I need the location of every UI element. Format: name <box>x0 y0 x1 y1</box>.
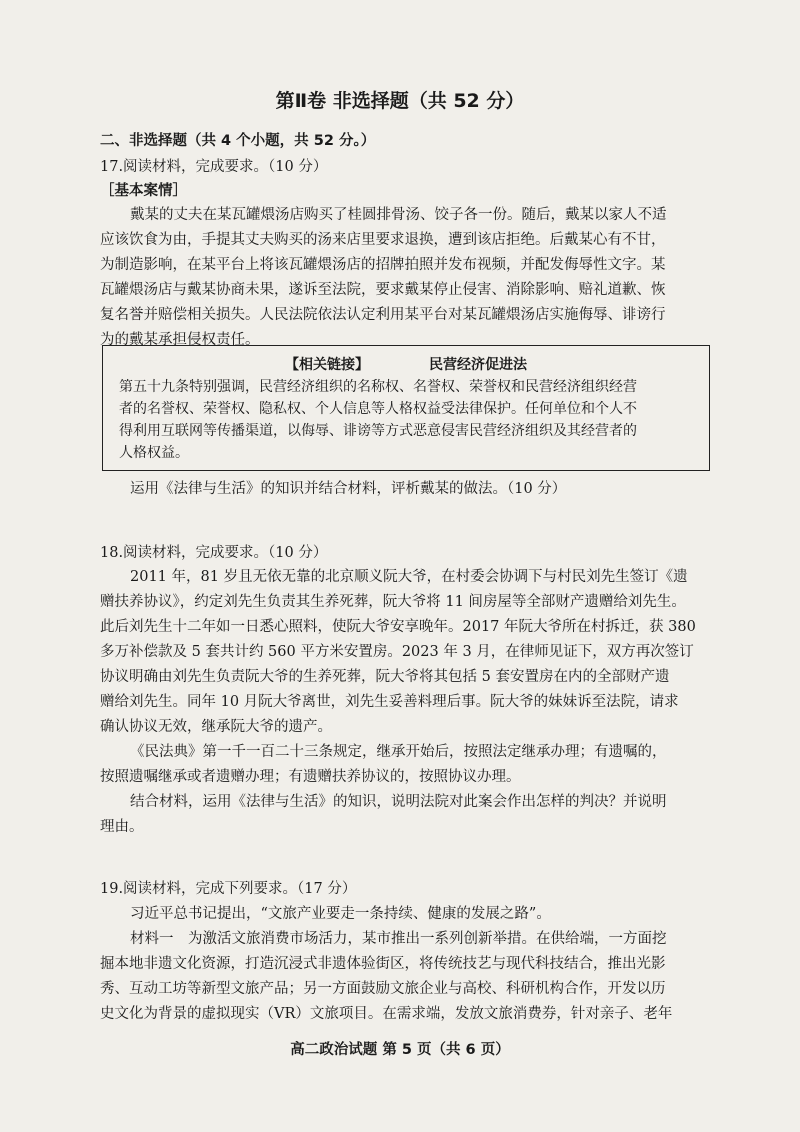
law-name: 民营经济促进法 <box>429 357 527 373</box>
section-heading: 二、非选择题（共 4 个小题，共 52 分。） <box>100 133 376 149</box>
page-footer: 高二政治试题 第 5 页（共 6 页） <box>290 1042 510 1058</box>
q18-text-line: 多万补偿款及 5 套共计约 560 平方米安置房。2023 年 3 月，在律师见证下，双方再次签订 <box>100 644 694 660</box>
q17-case-label: ［基本案情］ <box>100 183 187 199</box>
q19-text-line: 掘本地非遗文化资源，打造沉浸式非遗体验街区，将传统技艺与现代科技结合，推出光影 <box>100 956 666 972</box>
q18-text-line: 此后刘先生十二年如一日悉心照料，使阮大爷安享晚年。2017 年阮大爷所在村拆迁，获 380 <box>100 619 696 635</box>
related-link-box <box>102 345 710 471</box>
q17-text-line: 瓦罐煨汤店与戴某协商未果，遂诉至法院，要求戴某停止侵害、消除影响、赔礼道歉、恢 <box>100 282 666 298</box>
q19-heading: 19.阅读材料，完成下列要求。（17 分） <box>100 881 357 897</box>
q17-text-line: 复名誉并赔偿相关损失。人民法院依法认定利用某平台对某瓦罐煨汤店实施侮辱、诽谤行 <box>100 307 666 323</box>
q17-text-line: 戴某的丈夫在某瓦罐煨汤店购买了桂圆排骨汤、饺子各一份。随后，戴某以家人不适 <box>130 207 667 223</box>
q17-text-line: 为制造影响，在某平台上将该瓦罐煨汤店的招牌拍照并发布视频，并配发侮辱性文字。某 <box>100 257 666 273</box>
q18-text-line: 赠给刘先生。同年 10 月阮大爷离世，刘先生妥善料理后事。阮大爷的妹妹诉至法院，请求 <box>100 694 679 710</box>
related-link-title <box>103 354 709 374</box>
q17-text-line: 应该饮食为由，手提其丈夫购买的汤来店里要求退换，遭到该店拒绝。后戴某心有不甘， <box>100 232 666 248</box>
q19-text-line: 习近平总书记提出，“文旅产业要走一条持续、健康的发展之路”。 <box>130 906 551 922</box>
q18-text-line: 《民法典》第一千一百二十三条规定，继承开始后，按照法定继承办理；有遗嘱的， <box>130 744 667 760</box>
q18-heading: 18.阅读材料，完成要求。（10 分） <box>100 545 328 561</box>
box-text-line: 得利用互联网等传播渠道，以侮辱、诽谤等方式恶意侵害民营经济组织及其经营者的 <box>119 423 637 439</box>
q19-text-line: 史文化为背景的虚拟现实（VR）文旅项目。在需求端，发放文旅消费券，针对亲子、老年 <box>100 1006 673 1022</box>
box-text-line: 人格权益。 <box>119 445 189 461</box>
q18-text-line: 按照遗嘱继承或者遗赠办理；有遗赠扶养协议的，按照协议办理。 <box>100 769 521 785</box>
q18-text-line: 协议明确由刘先生负责阮大爷的生养死葬，阮大爷将其包括 5 套安置房在内的全部财产遗 <box>100 669 670 685</box>
q18-text-line: 赠扶养协议》，约定刘先生负责其生养死葬，阮大爷将 11 间房屋等全部财产遗赠给刘先生。 <box>100 594 686 610</box>
box-text-line: 者的名誉权、荣誉权、隐私权、个人信息等人格权益受法律保护。任何单位和个人不 <box>119 401 637 417</box>
q18-text-line: 确认协议无效，继承阮大爷的遗产。 <box>100 719 332 735</box>
q17-text-line: 为的戴某承担侵权责任。 <box>100 332 260 348</box>
q18-task-line: 理由。 <box>100 819 144 835</box>
box-text-line: 第五十九条特别强调，民营经济组织的名称权、名誉权、荣誉权和民营经济组织经营 <box>119 379 637 395</box>
q17-task: 运用《法律与生活》的知识并结合材料，评析戴某的做法。（10 分） <box>130 481 567 497</box>
q19-text-line: 材料一 为激活文旅消费市场活力，某市推出一系列创新举措。在供给端，一方面挖 <box>130 931 667 947</box>
q17-heading: 17.阅读材料，完成要求。（10 分） <box>100 159 328 175</box>
related-link-label: 【相关链接】 <box>285 357 369 373</box>
q19-text-line: 秀、互动工坊等新型文旅产品；另一方面鼓励文旅企业与高校、科研机构合作，开发以历 <box>100 981 666 997</box>
q18-task-line: 结合材料，运用《法律与生活》的知识，说明法院对此案会作出怎样的判决？并说明 <box>130 794 667 810</box>
page-title: 第Ⅱ卷 非选择题（共 52 分） <box>275 90 525 112</box>
q18-text-line: 2011 年，81 岁且无依无靠的北京顺义阮大爷，在村委会协调下与村民刘先生签订《遗 <box>130 569 688 585</box>
